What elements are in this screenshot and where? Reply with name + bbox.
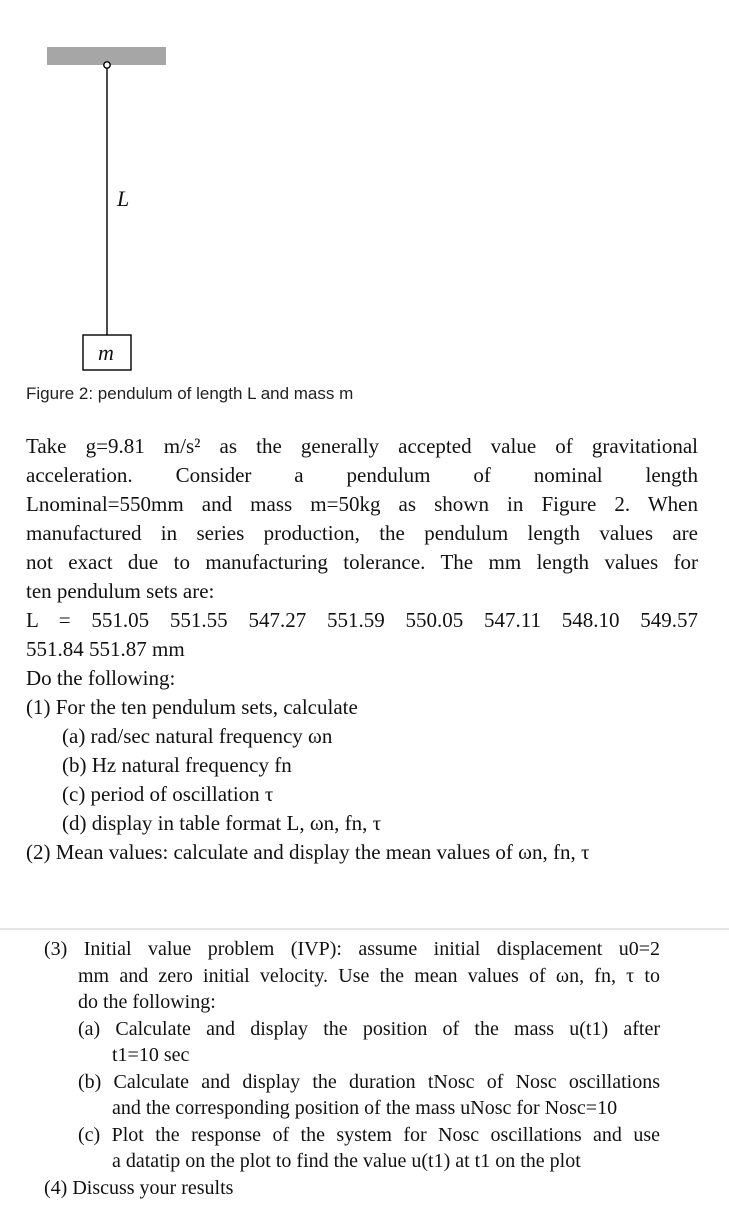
question-4: (4) Discuss your results — [44, 1176, 234, 1199]
question-1b: (b) Hz natural frequency fn — [62, 753, 292, 777]
question-3c-line: (c) Plot the response of the system for Nosc oscillations and use — [78, 1123, 660, 1146]
pendulum-figure — [0, 0, 729, 380]
pendulum-diagram — [0, 0, 729, 380]
figure-caption: Figure 2: pendulum of length L and mass m — [26, 384, 354, 403]
question-1: (1) For the ten pendulum sets, calculate — [26, 695, 358, 719]
length-values: 551.84 551.87 mm — [26, 637, 185, 661]
question-3b-line: (b) Calculate and display the duration tNosc of Nosc oscillations — [78, 1070, 660, 1093]
continued-questions — [44, 936, 660, 1201]
length-label: L — [117, 186, 130, 211]
mass-label: m — [98, 340, 114, 365]
question-3a-line: t1=10 sec — [112, 1044, 190, 1066]
question-1a: (a) rad/sec natural frequency ωn — [62, 724, 333, 748]
page-divider — [0, 928, 729, 930]
paragraph-line: ten pendulum sets are: — [26, 579, 215, 603]
problem-statement — [26, 432, 698, 867]
question-3c-line: a datatip on the plot to find the value u(t1) at t1 on the plot — [112, 1150, 581, 1172]
question-2: (2) Mean values: calculate and display the mean values of ωn, fn, τ — [26, 840, 590, 864]
paragraph-line: manufactured in series production, the pendulum length values are — [26, 521, 698, 545]
question-3-line: mm and zero initial velocity. Use the mean values of ωn, fn, τ to — [78, 964, 660, 987]
paragraph-line: acceleration. Consider a pendulum of nominal length — [26, 463, 698, 487]
question-3b-line: and the corresponding position of the mass uNosc for Nosc=10 — [112, 1097, 618, 1119]
question-3a-line: (a) Calculate and display the position of the mass u(t1) after — [78, 1017, 660, 1040]
question-3-line: (3) Initial value problem (IVP): assume initial displacement u0=2 — [44, 938, 660, 960]
instruction-heading: Do the following: — [26, 666, 176, 690]
question-1d: (d) display in table format L, ωn, fn, τ — [62, 811, 382, 835]
paragraph-line: Lnominal=550mm and mass m=50kg as shown in Figure 2. When — [26, 492, 698, 516]
pivot-point — [104, 62, 110, 68]
question-1c: (c) period of oscillation τ — [62, 782, 274, 806]
paragraph-line: Take g=9.81 m/s² as the generally accepted value of gravitational — [26, 434, 698, 458]
paragraph-line: not exact due to manufacturing tolerance. The mm length values for — [26, 550, 698, 574]
length-values: L = 551.05 551.55 547.27 551.59 550.05 547.11 548.10 549.57 — [26, 608, 698, 632]
question-3-line: do the following: — [78, 991, 216, 1013]
